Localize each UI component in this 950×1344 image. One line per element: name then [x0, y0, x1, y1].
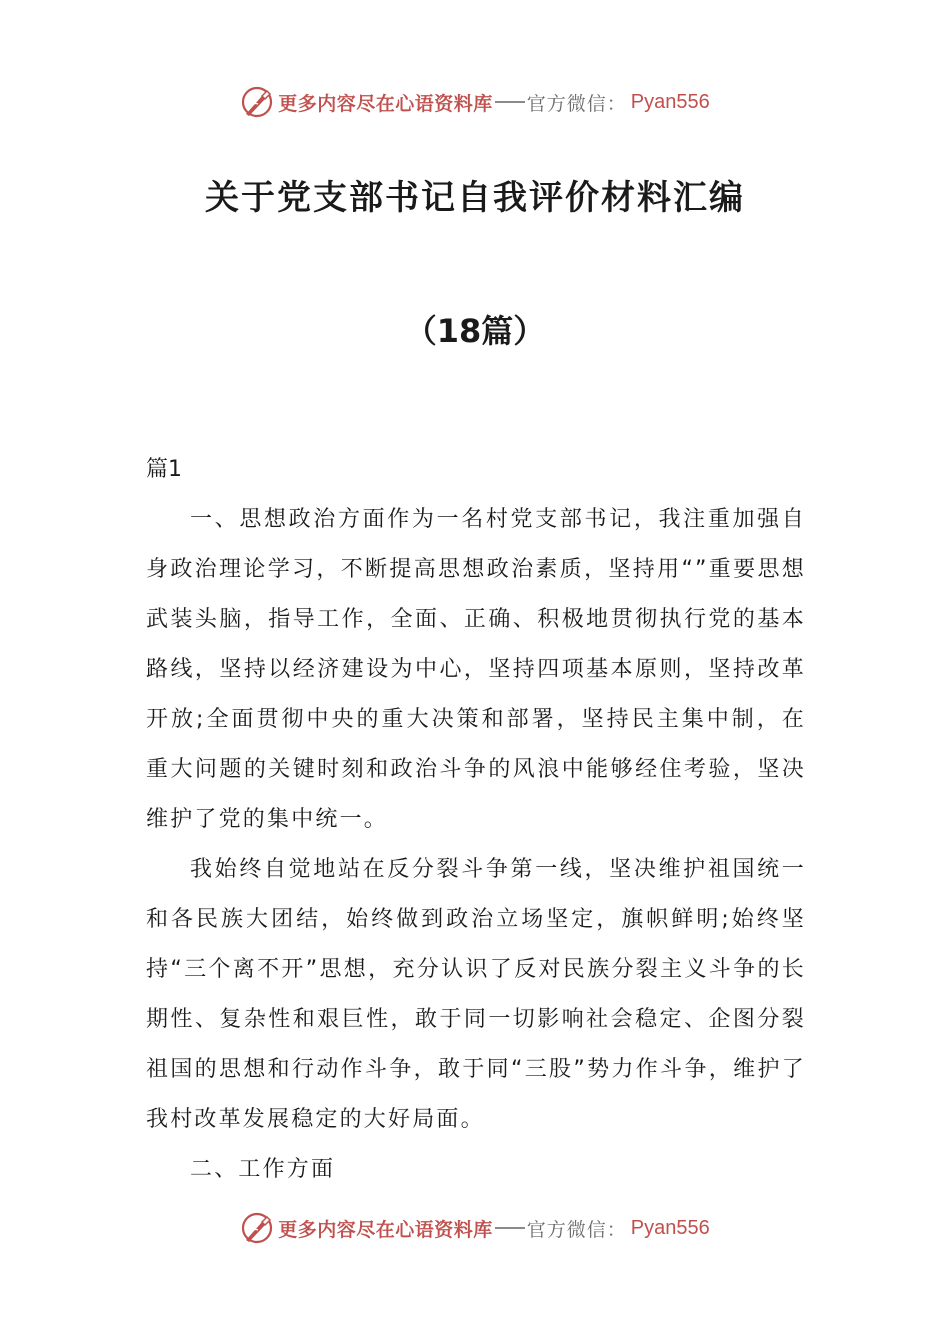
pen-logo-icon	[240, 85, 274, 119]
banner-main-text: 更多内容尽在心语资料库	[278, 92, 493, 115]
banner-dash	[495, 101, 525, 103]
section-heading: 二、工作方面	[190, 1157, 336, 1182]
footer-banner	[0, 1208, 950, 1248]
banner-dash	[495, 1227, 525, 1229]
document-body	[146, 445, 806, 1195]
section-label: 篇1	[146, 457, 182, 482]
banner-main-text: 更多内容尽在心语资料库	[278, 1218, 493, 1241]
banner-wechat-id: Pyan556	[630, 1216, 710, 1239]
paragraph: 一、思想政治方面作为一名村党支部书记，我注重加强自身政治理论学习，不断提高思想政治素质，坚持用“”重要思想武装头脑，指导工作，全面、正确、积极地贯彻执行党的基本路线，坚持以经济建设为中心，坚持四项基本原则，坚持改革开放;全面贯彻中央的重大决策和部署，坚持民主集中制，在重大问题的关键时刻和政治斗争的风浪中能够经住考验，坚决维护了党的集中统一。	[146, 507, 806, 832]
banner-wechat-id: Pyan556	[630, 90, 710, 113]
banner-wechat-label: 官方微信：	[526, 92, 627, 115]
document-subtitle: （18篇）	[404, 312, 546, 350]
paragraph: 我始终自觉地站在反分裂斗争第一线，坚决维护祖国统一和各民族大团结，始终做到政治立场坚定，旗帜鲜明;始终坚持“三个离不开”思想，充分认识了反对民族分裂主义斗争的长期性、复杂性和艰巨性，敢于同一切影响社会稳定、企图分裂祖国的思想和行动作斗争，敢于同“三股”势力作斗争，维护了我村改革发展稳定的大好局面。	[146, 857, 806, 1132]
document-title: 关于党支部书记自我评价材料汇编	[205, 178, 745, 218]
banner-wechat-label: 官方微信：	[526, 1218, 627, 1241]
header-banner	[0, 82, 950, 122]
pen-logo-icon	[240, 1211, 274, 1245]
